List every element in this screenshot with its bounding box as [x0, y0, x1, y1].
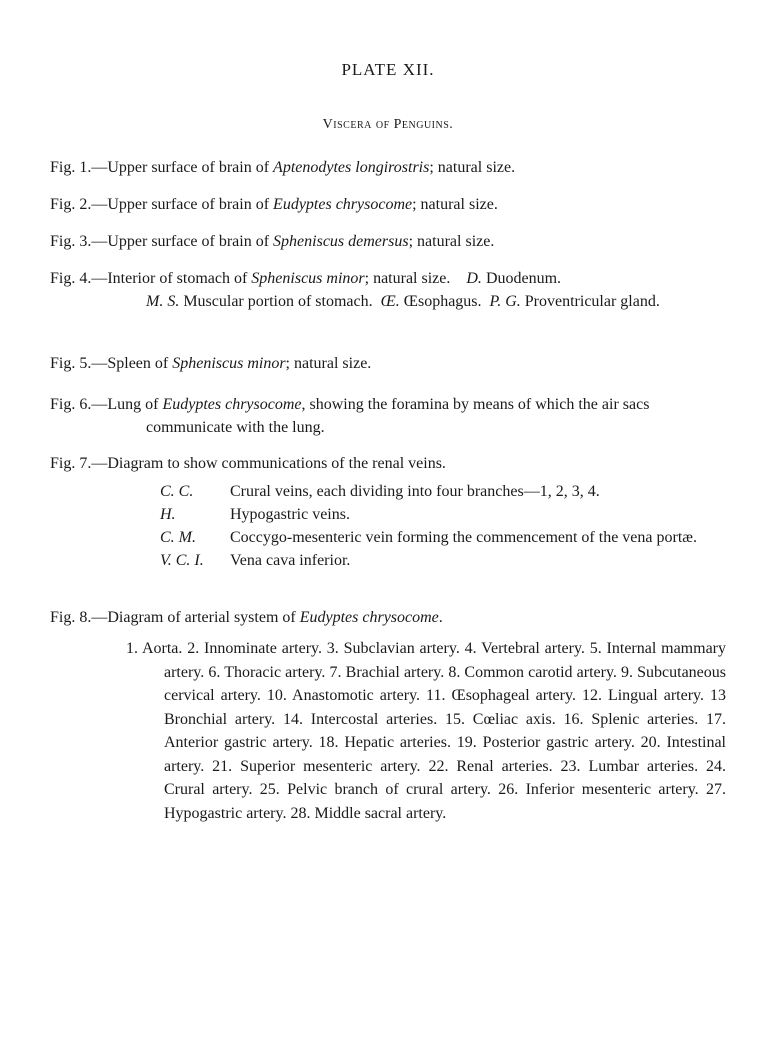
plate-title: PLATE XII.	[341, 60, 435, 79]
section-title: Viscera of Penguins.	[322, 117, 454, 132]
fig-label: Fig. 7.—	[50, 455, 108, 472]
legend-value: Crural veins, each dividing into four branches—1, 2, 3, 4.	[230, 483, 600, 500]
fig-text: Upper surface of brain of	[107, 159, 274, 176]
species-name: Eudyptes chrysocome	[273, 196, 413, 213]
legend-row	[160, 480, 730, 503]
fig-text: Diagram of arterial system of	[107, 609, 300, 626]
legend-row	[160, 549, 730, 572]
fig-4-continuation	[50, 290, 726, 313]
fig-label: Fig. 1.—	[50, 159, 108, 176]
fig-label: Fig. 8.—	[50, 609, 108, 626]
species-name: Spheniscus minor	[251, 270, 365, 287]
species-name: Aptenodytes longirostris	[273, 159, 430, 176]
abbr-pg: P. G.	[489, 293, 521, 310]
legend-value: Hypogastric veins.	[230, 506, 350, 523]
fig-5-caption	[50, 352, 726, 375]
fig-text: ; natural size.	[364, 270, 451, 287]
fig-text: ; natural size.	[285, 355, 372, 372]
legend-key: C. M.	[160, 529, 196, 546]
legend-value: Vena cava inferior.	[230, 552, 351, 569]
legend-row	[160, 526, 730, 549]
fig-text: ; natural size.	[408, 233, 495, 250]
fig-6-caption	[50, 393, 726, 439]
fig-label: Fig. 5.—	[50, 355, 108, 372]
species-name: Eudyptes chrysocome	[299, 609, 439, 626]
fig-8-caption	[50, 606, 726, 629]
arterial-legend	[126, 637, 726, 825]
species-name: Spheniscus demersus	[273, 233, 409, 250]
fig-7-legend	[160, 480, 730, 572]
fig-label: Fig. 4.—	[50, 270, 108, 287]
abbr-ms-text: Muscular portion of stomach.	[179, 293, 373, 310]
abbr-oe: Œ.	[380, 293, 400, 310]
legend-key: H.	[160, 506, 176, 523]
fig-text: Interior of stomach of	[107, 270, 252, 287]
arterial-legend-text: 1. Aorta. 2. Innominate artery. 3. Subclavian artery. 4. Vertebral artery. 5. Internal mammary artery. 6. Thoracic artery. 7. Brachial artery. 8. Common carotid artery. 9. Subcutaneous cervical artery. 10. Anastomotic artery. 11. Œsophageal artery. 12. Lingual artery. 13 Bronchial artery. 14. Intercostal arteries. 15. Cœliac axis. 16. Splenic arteries. 17. Anterior gastric artery. 18. Hepatic arteries. 19. Posterior gastric artery. 20. Intestinal artery. 21. Superior mesenteric artery. 22. Renal arteries. 23. Lumbar arteries. 24. Crural artery. 25. Pelvic branch of crural artery. 26. Inferior mesenteric artery. 27. Hypogastric artery. 28. Middle sacral artery.	[126, 640, 726, 822]
fig-1-caption	[50, 156, 726, 179]
fig-text: ; natural size.	[412, 196, 498, 213]
fig-2-caption	[50, 193, 726, 216]
abbr-ms: M. S.	[146, 293, 180, 310]
species-name: Spheniscus minor	[172, 355, 286, 372]
fig-text: , showing the foramina by means of which the air sacs communicate with the lung.	[146, 396, 650, 436]
abbr-d: D.	[466, 270, 482, 287]
abbr-oe-text: Œsophagus.	[399, 293, 482, 310]
abbr-d-text: Duodenum.	[481, 270, 562, 287]
fig-text: .	[438, 609, 443, 626]
legend-value: Coccygo-mesenteric vein forming the commencement of the vena portæ.	[230, 529, 697, 546]
fig-text: ; natural size.	[429, 159, 516, 176]
fig-text: Spleen of	[107, 355, 173, 372]
abbr-pg-text: Proventricular gland.	[520, 293, 660, 310]
fig-label: Fig. 2.—	[50, 196, 108, 213]
fig-text: Upper surface of brain of	[107, 196, 274, 213]
fig-text: Diagram to show communications of the renal veins.	[107, 455, 446, 472]
fig-3-caption	[50, 230, 726, 253]
fig-text: Lung of	[107, 396, 163, 413]
fig-label: Fig. 6.—	[50, 396, 108, 413]
legend-row	[160, 503, 730, 526]
fig-label: Fig. 3.—	[50, 233, 108, 250]
fig-4-caption	[50, 267, 726, 313]
legend-key: C. C.	[160, 483, 194, 500]
legend-key: V. C. I.	[160, 552, 204, 569]
species-name: Eudyptes chrysocome	[162, 396, 302, 413]
fig-7-caption	[50, 452, 726, 475]
fig-text: Upper surface of brain of	[107, 233, 274, 250]
